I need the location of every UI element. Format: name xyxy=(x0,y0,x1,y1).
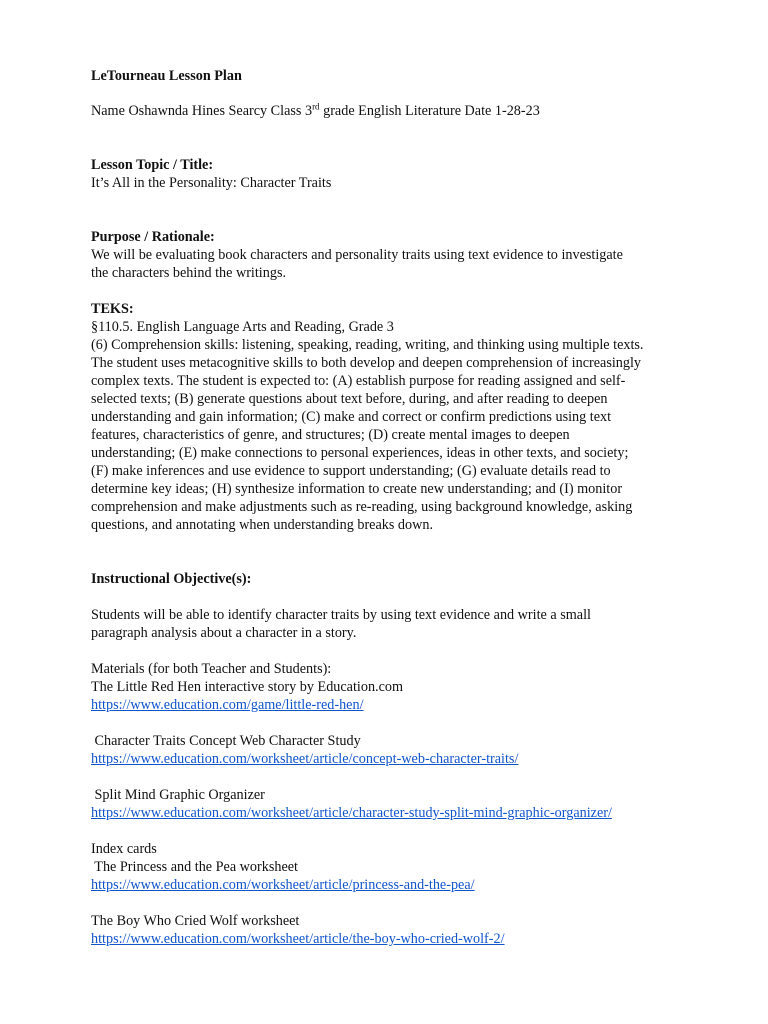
material-title: Character Traits Concept Web Character Study xyxy=(91,733,361,749)
spacer xyxy=(91,85,688,102)
class-grade-number: 3 xyxy=(304,103,313,119)
topic-text: It’s All in the Personality: Character Traits xyxy=(91,175,332,191)
topic-heading: Lesson Topic / Title: xyxy=(91,157,214,173)
purpose-line: We will be evaluating book characters and personality traits using text evidence to investigate xyxy=(91,247,623,263)
class-grade-suffix: rd xyxy=(312,101,320,112)
material-title: The Princess and the Pea worksheet xyxy=(91,859,298,875)
material-title: The Little Red Hen interactive story by Education.com xyxy=(91,679,404,695)
spacer xyxy=(91,822,688,840)
lesson-date: 1-28-23 xyxy=(494,103,540,119)
name-label: Name xyxy=(91,103,125,119)
material-link[interactable]: https://www.education.com/worksheet/article/princess-and-the-pea/ xyxy=(91,877,475,893)
date-label: Date xyxy=(464,103,492,119)
teks-line: questions, and annotating when understanding breaks down. xyxy=(91,517,434,533)
objectives-line: paragraph analysis about a character in a story. xyxy=(91,625,357,641)
material-link[interactable]: https://www.education.com/game/little-red-hen/ xyxy=(91,697,364,713)
teks-heading: TEKS: xyxy=(91,301,134,317)
teks-line: comprehension and make adjustments such as re-reading, using background knowledge, asking xyxy=(91,499,633,515)
spacer xyxy=(91,768,688,786)
teks-line: The student uses metacognitive skills to both develop and deepen comprehension of increasingly xyxy=(91,355,642,371)
teks-line: selected texts; (B) generate questions about text before, during, and after reading to deepen xyxy=(91,391,608,407)
material-link[interactable]: https://www.education.com/worksheet/article/character-study-split-mind-graphic-organizer/ xyxy=(91,805,612,821)
spacer xyxy=(91,282,688,300)
teks-line: §110.5. English Language Arts and Reading, Grade 3 xyxy=(91,319,394,335)
material-link[interactable]: https://www.education.com/worksheet/article/concept-web-character-traits/ xyxy=(91,751,519,767)
material-link[interactable]: https://www.education.com/worksheet/article/the-boy-who-cried-wolf-2/ xyxy=(91,931,505,947)
materials-heading: Materials (for both Teacher and Students): xyxy=(91,661,332,677)
spacer xyxy=(91,192,688,228)
teks-line: understanding and gain information; (C) make and correct or confirm predictions using text xyxy=(91,409,612,425)
purpose-heading: Purpose / Rationale: xyxy=(91,229,215,245)
teks-line: features, characteristics of genre, and structures; (D) create mental images to deepen xyxy=(91,427,570,443)
teks-line: understanding; (E) make connections to personal experiences, ideas in other texts, and society; xyxy=(91,445,629,461)
teks-line: (F) make inferences and use evidence to support understanding; (G) evaluate details read to xyxy=(91,463,611,479)
class-subject: grade English Literature xyxy=(323,103,461,119)
class-label: Class xyxy=(270,103,302,119)
spacer xyxy=(91,642,688,660)
spacer xyxy=(91,714,688,732)
document-title: LeTourneau Lesson Plan xyxy=(91,68,242,84)
objectives-heading: Instructional Objective(s): xyxy=(91,571,252,587)
purpose-line: the characters behind the writings. xyxy=(91,265,287,281)
spacer xyxy=(91,534,688,570)
material-title: The Boy Who Cried Wolf worksheet xyxy=(91,913,300,929)
teks-line: (6) Comprehension skills: listening, speaking, reading, writing, and thinking using multiple texts. xyxy=(91,337,644,353)
spacer xyxy=(91,120,688,156)
spacer xyxy=(91,894,688,912)
teks-line: determine key ideas; (H) synthesize information to create new understanding; and (I) monitor xyxy=(91,481,623,497)
info-line xyxy=(91,102,688,120)
spacer xyxy=(91,588,688,606)
teacher-name: Oshawnda Hines Searcy xyxy=(128,103,268,119)
material-title: Index cards xyxy=(91,841,157,857)
objectives-line: Students will be able to identify character traits by using text evidence and write a small xyxy=(91,607,591,623)
material-title: Split Mind Graphic Organizer xyxy=(91,787,265,803)
teks-line: complex texts. The student is expected to: (A) establish purpose for reading assigned and self- xyxy=(91,373,626,389)
